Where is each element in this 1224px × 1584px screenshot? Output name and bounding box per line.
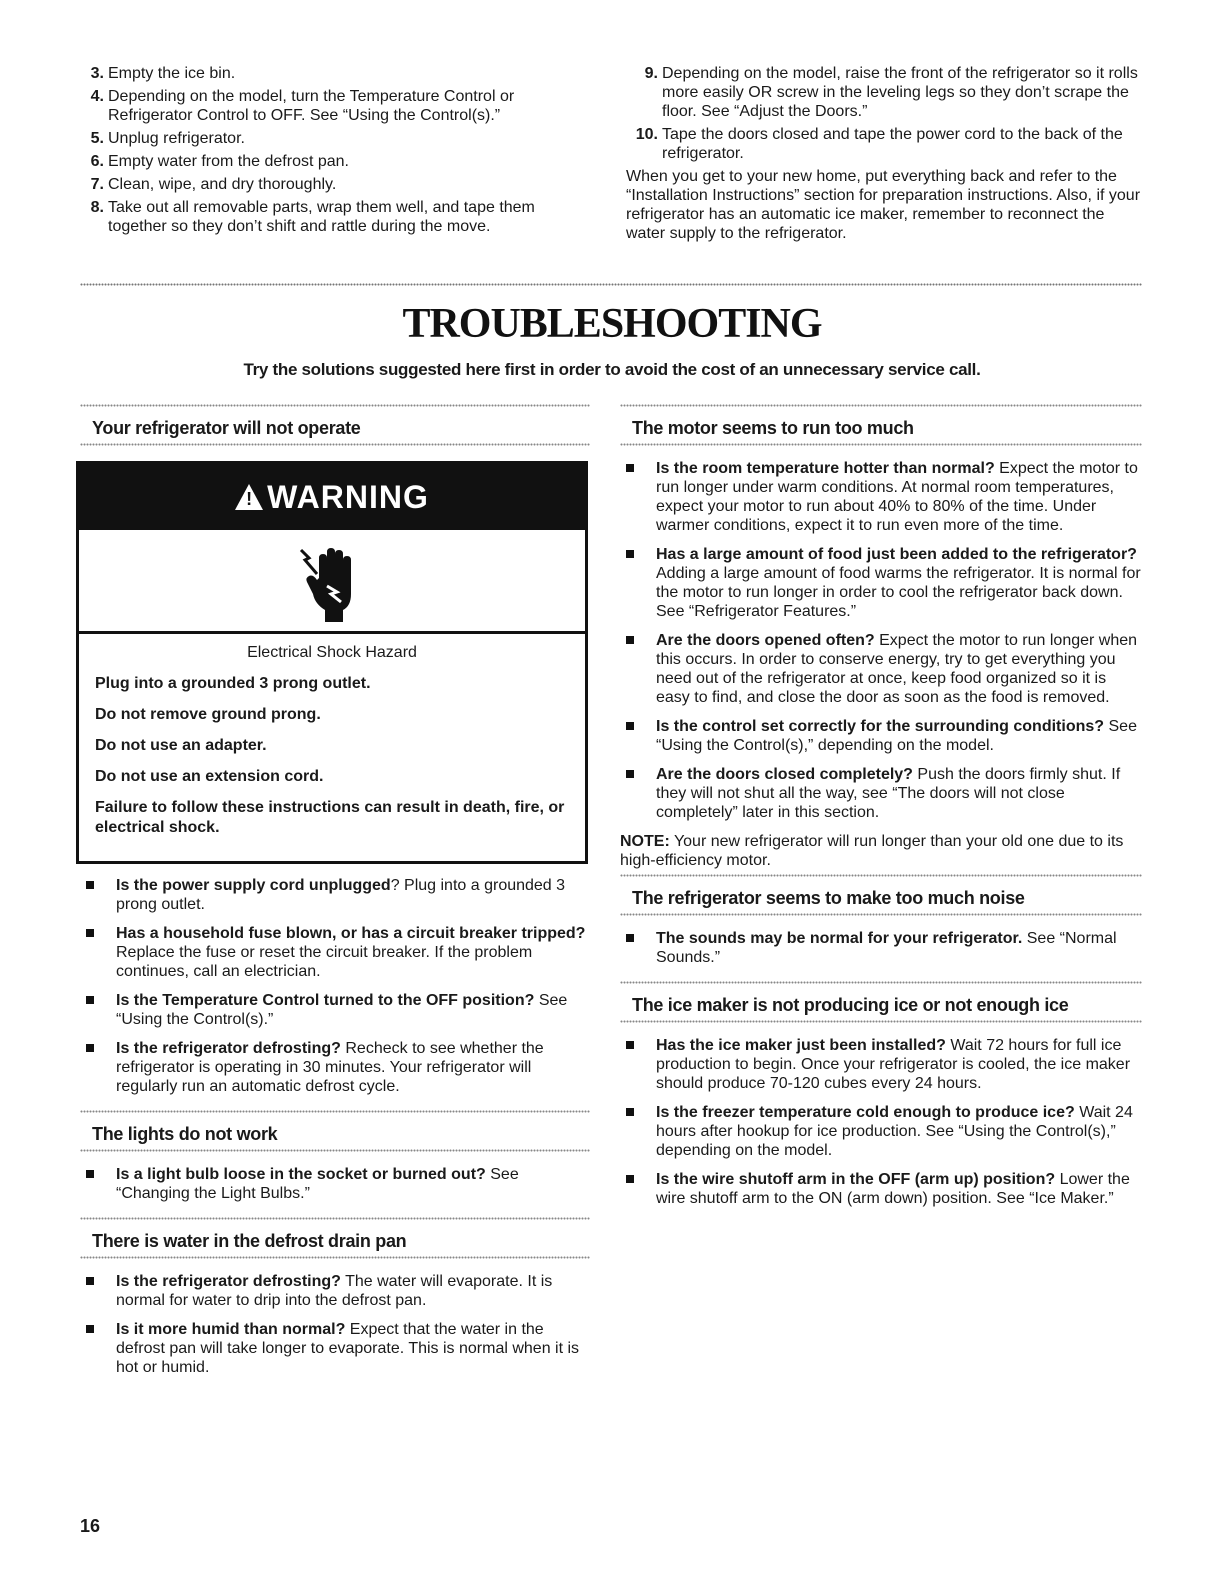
step-item: [626, 64, 1142, 121]
square-bullet-icon: [86, 881, 94, 889]
answer-text: Adding a large amount of food warms the refrigerator. It is normal for the motor to run longer in order to cool the refrigerator back down. See “Refrigerator Features.”: [656, 565, 1141, 620]
step-item: [80, 64, 590, 83]
question-text: Are the doors closed completely?: [656, 766, 913, 783]
square-bullet-icon: [86, 1277, 94, 1285]
step-number: 6.: [90, 153, 104, 170]
step-text: Clean, wipe, and dry thoroughly.: [108, 176, 337, 193]
question-text: Is the wire shutoff arm in the OFF (arm up) position?: [656, 1171, 1056, 1188]
square-bullet-icon: [86, 1170, 94, 1178]
list-item: [620, 717, 1142, 755]
list-item: [620, 459, 1142, 535]
step-text: Empty the ice bin.: [108, 65, 236, 82]
answer-text: Recheck to see whether the refrigerator is operating in 30 minutes. Your refrigerator will regularly run an automatic defrost cycle.: [116, 1040, 544, 1095]
intro-text: Try the solutions suggested here first in order to avoid the cost of an unnecessary service call.: [243, 360, 981, 379]
square-bullet-icon: [86, 996, 94, 1004]
square-bullet-icon: [626, 464, 634, 472]
step-text: Tape the doors closed and tape the power cord to the back of the refrigerator.: [662, 126, 1123, 162]
question-text: Is it more humid than normal?: [116, 1321, 346, 1338]
heading-divider-bottom: [620, 913, 1142, 917]
question-text: Is the room temperature hotter than normal?: [656, 460, 995, 477]
answer-text: See “Using the Control(s),” depending on the model.: [656, 718, 1137, 754]
warning-body: [79, 634, 585, 861]
section-heading: [620, 977, 1142, 1024]
question-text: Has a household fuse blown, or has a circuit breaker tripped?: [116, 925, 586, 942]
list-item: [80, 1039, 590, 1096]
answer-text: Expect that the water in the defrost pan will take longer to evaporate. This is normal when it is hot or humid.: [116, 1321, 580, 1376]
warning-line: Do not use an extension cord.: [95, 768, 324, 785]
heading-divider-top: [620, 981, 1142, 985]
square-bullet-icon: [626, 770, 634, 778]
square-bullet-icon: [86, 1044, 94, 1052]
heading-divider-top: [80, 1217, 590, 1221]
new-home-paragraph: When you get to your new home, put everything back and refer to the “Installation Instructions” section for preparation instructions. Also, if your refrigerator has an automatic ice maker, remember to reconnect the water supply to the refrigerator.: [626, 168, 1141, 242]
question-text: Is the refrigerator defrosting?: [116, 1273, 341, 1290]
step-number: 7.: [90, 176, 104, 193]
step-number: 4.: [90, 88, 104, 105]
note-text: Your new refrigerator will run longer than your old one due to its high-efficiency motor.: [620, 833, 1124, 869]
question-text: Is the refrigerator defrosting?: [116, 1040, 341, 1057]
answer-text: The water will evaporate. It is normal for water to drip into the defrost pan.: [116, 1273, 553, 1309]
warning-lines: [95, 674, 569, 838]
answer-text: Push the doors firmly shut. If they will not shut all the way, see “The doors will not close completely” later in this section.: [656, 766, 1121, 821]
list-item: [620, 1036, 1142, 1093]
answer-text: Replace the fuse or reset the circuit breaker. If the problem continues, call an electrician.: [116, 944, 533, 980]
question-text: Is a light bulb loose in the socket or burned out?: [116, 1166, 486, 1183]
answer-text: Wait 24 hours after hookup for ice production. See “Using the Control(s),” depending on the model.: [656, 1104, 1133, 1159]
section-heading: [620, 400, 1142, 447]
warning-label: WARNING: [267, 479, 429, 515]
square-bullet-icon: [626, 1041, 634, 1049]
heading-divider-bottom: [620, 1020, 1142, 1024]
answer-text: Wait 72 hours for full ice production to begin. Once your refrigerator is cooled, the ice maker should produce 70-120 cubes every 24 hours.: [656, 1037, 1131, 1092]
heading-divider-top: [620, 404, 1142, 408]
step-item: [80, 198, 590, 236]
list-item: [80, 1320, 590, 1377]
answer-text: See “Normal Sounds.”: [656, 930, 1117, 966]
section-heading-text: The lights do not work: [92, 1124, 278, 1144]
square-bullet-icon: [626, 550, 634, 558]
heading-divider-top: [620, 874, 1142, 878]
troubleshoot-list: [620, 459, 1142, 822]
warning-line: Failure to follow these instructions can result in death, fire, or electrical shock.: [95, 799, 565, 836]
section-heading: [620, 870, 1142, 917]
troubleshoot-list: [620, 1036, 1142, 1208]
left-steps-list: [80, 64, 590, 236]
step-item: [80, 129, 590, 148]
troubleshoot-list: [80, 1165, 590, 1203]
section-divider: [80, 283, 1142, 287]
warning-line: Do not use an adapter.: [95, 737, 267, 754]
troubleshoot-list: [80, 1272, 590, 1377]
answer-text: Expect the motor to run longer when this occurs. In order to conserve energy, try to get everything you need out of the refrigerator at once, keep food organized so it is easy to find, and close the door as soon as the food is removed.: [656, 632, 1138, 706]
list-item: [80, 1165, 590, 1203]
list-item: [80, 876, 590, 914]
step-item: [626, 125, 1142, 163]
square-bullet-icon: [626, 934, 634, 942]
square-bullet-icon: [86, 929, 94, 937]
answer-text: Lower the wire shutoff arm to the ON (arm down) position. See “Ice Maker.”: [656, 1171, 1130, 1207]
step-number: 8.: [90, 199, 104, 216]
step-number: 3.: [90, 65, 104, 82]
step-text: Empty water from the defrost pan.: [108, 153, 349, 170]
answer-text: ? Plug into a grounded 3 prong outlet.: [116, 877, 566, 913]
right-steps-list: [626, 64, 1142, 163]
section-heading: [80, 1106, 590, 1153]
answer-text: Expect the motor to run longer under warm conditions. At normal room temperatures, expect your motor to run about 40% to 80% of the time. Under warmer conditions, expect it to run even more of the time.: [656, 460, 1138, 534]
warning-line: Do not remove ground prong.: [95, 706, 321, 723]
troubleshoot-list: [80, 876, 590, 1096]
list-item: [80, 1272, 590, 1310]
section-heading: [80, 400, 590, 447]
page-title: TROUBLESHOOTING: [402, 301, 822, 347]
list-item: [620, 631, 1142, 707]
page-number: 16: [80, 1516, 101, 1536]
moving-steps-right: [626, 64, 1142, 243]
question-text: The sounds may be normal for your refrigerator.: [656, 930, 1023, 947]
question-text: Has a large amount of food just been added to the refrigerator?: [656, 546, 1137, 563]
step-number: 5.: [90, 130, 104, 147]
square-bullet-icon: [626, 722, 634, 730]
question-text: Is the Temperature Control turned to the OFF position?: [116, 992, 535, 1009]
step-text: Take out all removable parts, wrap them well, and tape them together so they don’t shift and rattle during the move.: [108, 199, 535, 235]
question-text: Is the control set correctly for the surrounding conditions?: [656, 718, 1105, 735]
section-heading-text: The ice maker is not producing ice or not enough ice: [632, 995, 1069, 1015]
step-item: [80, 152, 590, 171]
heading-divider-bottom: [80, 443, 590, 447]
answer-text: See “Using the Control(s).”: [116, 992, 568, 1028]
note-paragraph: [620, 832, 1142, 870]
list-item: [620, 929, 1142, 967]
moving-steps-left: [80, 64, 590, 240]
troubleshoot-list: [620, 929, 1142, 967]
heading-divider-top: [80, 404, 590, 408]
section-heading-text: The motor seems to run too much: [632, 418, 914, 438]
left-column: [80, 400, 590, 1387]
square-bullet-icon: [626, 1175, 634, 1183]
list-item: [620, 545, 1142, 621]
note-label: NOTE:: [620, 833, 670, 850]
right-column: [620, 400, 1142, 1218]
square-bullet-icon: [626, 1108, 634, 1116]
list-item: [620, 1170, 1142, 1208]
moving-steps: [80, 64, 1140, 254]
answer-text: See “Changing the Light Bulbs.”: [116, 1166, 519, 1202]
question-text: Is the freezer temperature cold enough to produce ice?: [656, 1104, 1075, 1121]
hazard-title: Electrical Shock Hazard: [247, 644, 417, 661]
list-item: [620, 765, 1142, 822]
list-item: [620, 1103, 1142, 1160]
section-heading: [80, 1213, 590, 1260]
step-text: Unplug refrigerator.: [108, 130, 245, 147]
heading-divider-bottom: [620, 443, 1142, 447]
list-item: [80, 991, 590, 1029]
step-item: [80, 175, 590, 194]
step-text: Depending on the model, turn the Temperature Control or Refrigerator Control to OFF. See “Using the Control(s).”: [108, 88, 515, 124]
question-text: Is the power supply cord unplugged: [116, 877, 391, 894]
section-heading-text: Your refrigerator will not operate: [92, 418, 361, 438]
step-number: 10.: [635, 126, 658, 143]
section-heading-text: The refrigerator seems to make too much noise: [632, 888, 1025, 908]
step-item: [80, 87, 590, 125]
question-text: Are the doors opened often?: [656, 632, 875, 649]
step-text: Depending on the model, raise the front of the refrigerator so it rolls more easily OR screw in the leveling legs so they don’t scrape the floor. See “Adjust the Doors.”: [662, 65, 1138, 120]
heading-divider-bottom: [80, 1149, 590, 1153]
electric-shock-hand-icon: [79, 530, 585, 634]
square-bullet-icon: [86, 1325, 94, 1333]
heading-divider-top: [80, 1110, 590, 1114]
step-number: 9.: [644, 65, 658, 82]
warning-triangle-icon: [235, 484, 263, 510]
warning-line: Plug into a grounded 3 prong outlet.: [95, 675, 371, 692]
question-text: Has the ice maker just been installed?: [656, 1037, 946, 1054]
heading-divider-bottom: [80, 1256, 590, 1260]
list-item: [80, 924, 590, 981]
square-bullet-icon: [626, 636, 634, 644]
section-heading-text: There is water in the defrost drain pan: [92, 1231, 407, 1251]
warning-header: [79, 464, 585, 530]
warning-box: [76, 461, 588, 864]
